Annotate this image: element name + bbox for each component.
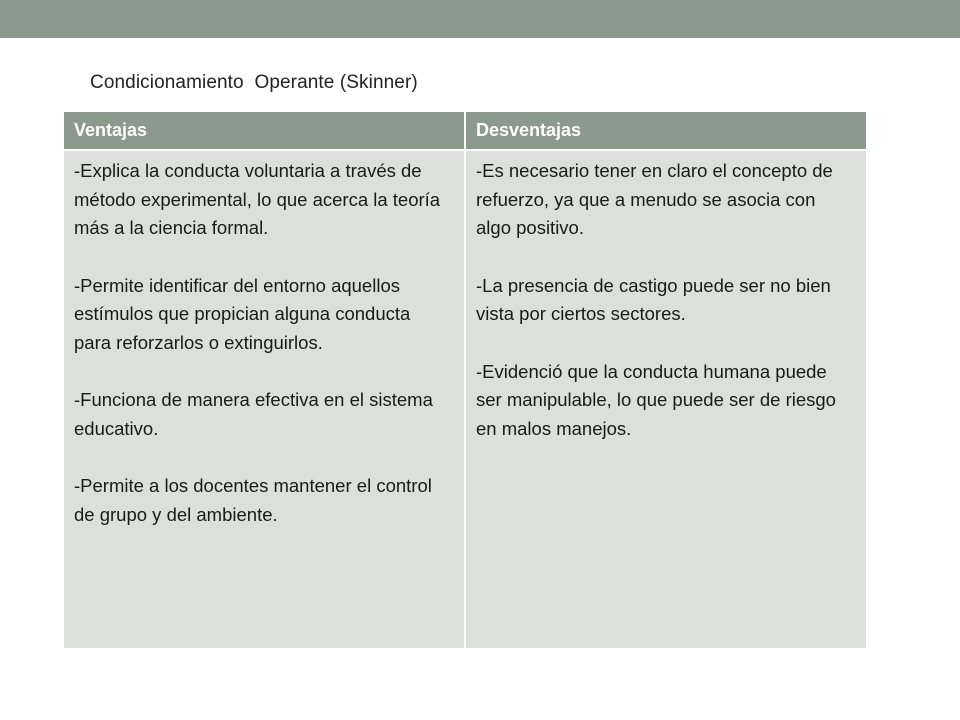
ventaja-item: -Permite identificar del entorno aquellos estímulos que propician alguna conducta para reforzarlos o extinguirlos.: [74, 274, 411, 353]
desventaja-item: -Es necesario tener en claro el concepto de refuerzo, ya que a menudo se asocia con algo positivo.: [476, 160, 833, 238]
desventaja-item: -La presencia de castigo puede ser no bien vista por ciertos sectores.: [476, 274, 831, 324]
ventaja-item: -Funciona de manera efectiva en el sistema educativo.: [74, 389, 433, 439]
cell-desventajas: [466, 151, 866, 648]
slide-title: Condicionamiento Operante (Skinner): [90, 72, 418, 93]
comparison-table: [64, 112, 866, 648]
ventaja-item: -Permite a los docentes mantener el control de grupo y del ambiente.: [74, 475, 432, 525]
table-header-row: [64, 112, 866, 149]
desventaja-item: -Evidenció que la conducta humana puede ser manipulable, lo que puede ser de riesgo en malos manejos.: [476, 360, 836, 439]
cell-ventajas: [64, 151, 464, 648]
header-desventajas: Desventajas: [466, 112, 866, 149]
header-ventajas: Ventajas: [64, 112, 464, 149]
ventaja-item: -Explica la conducta voluntaria a través de método experimental, lo que acerca la teoría más a la ciencia formal.: [74, 160, 441, 238]
top-accent-bar: [0, 0, 960, 38]
